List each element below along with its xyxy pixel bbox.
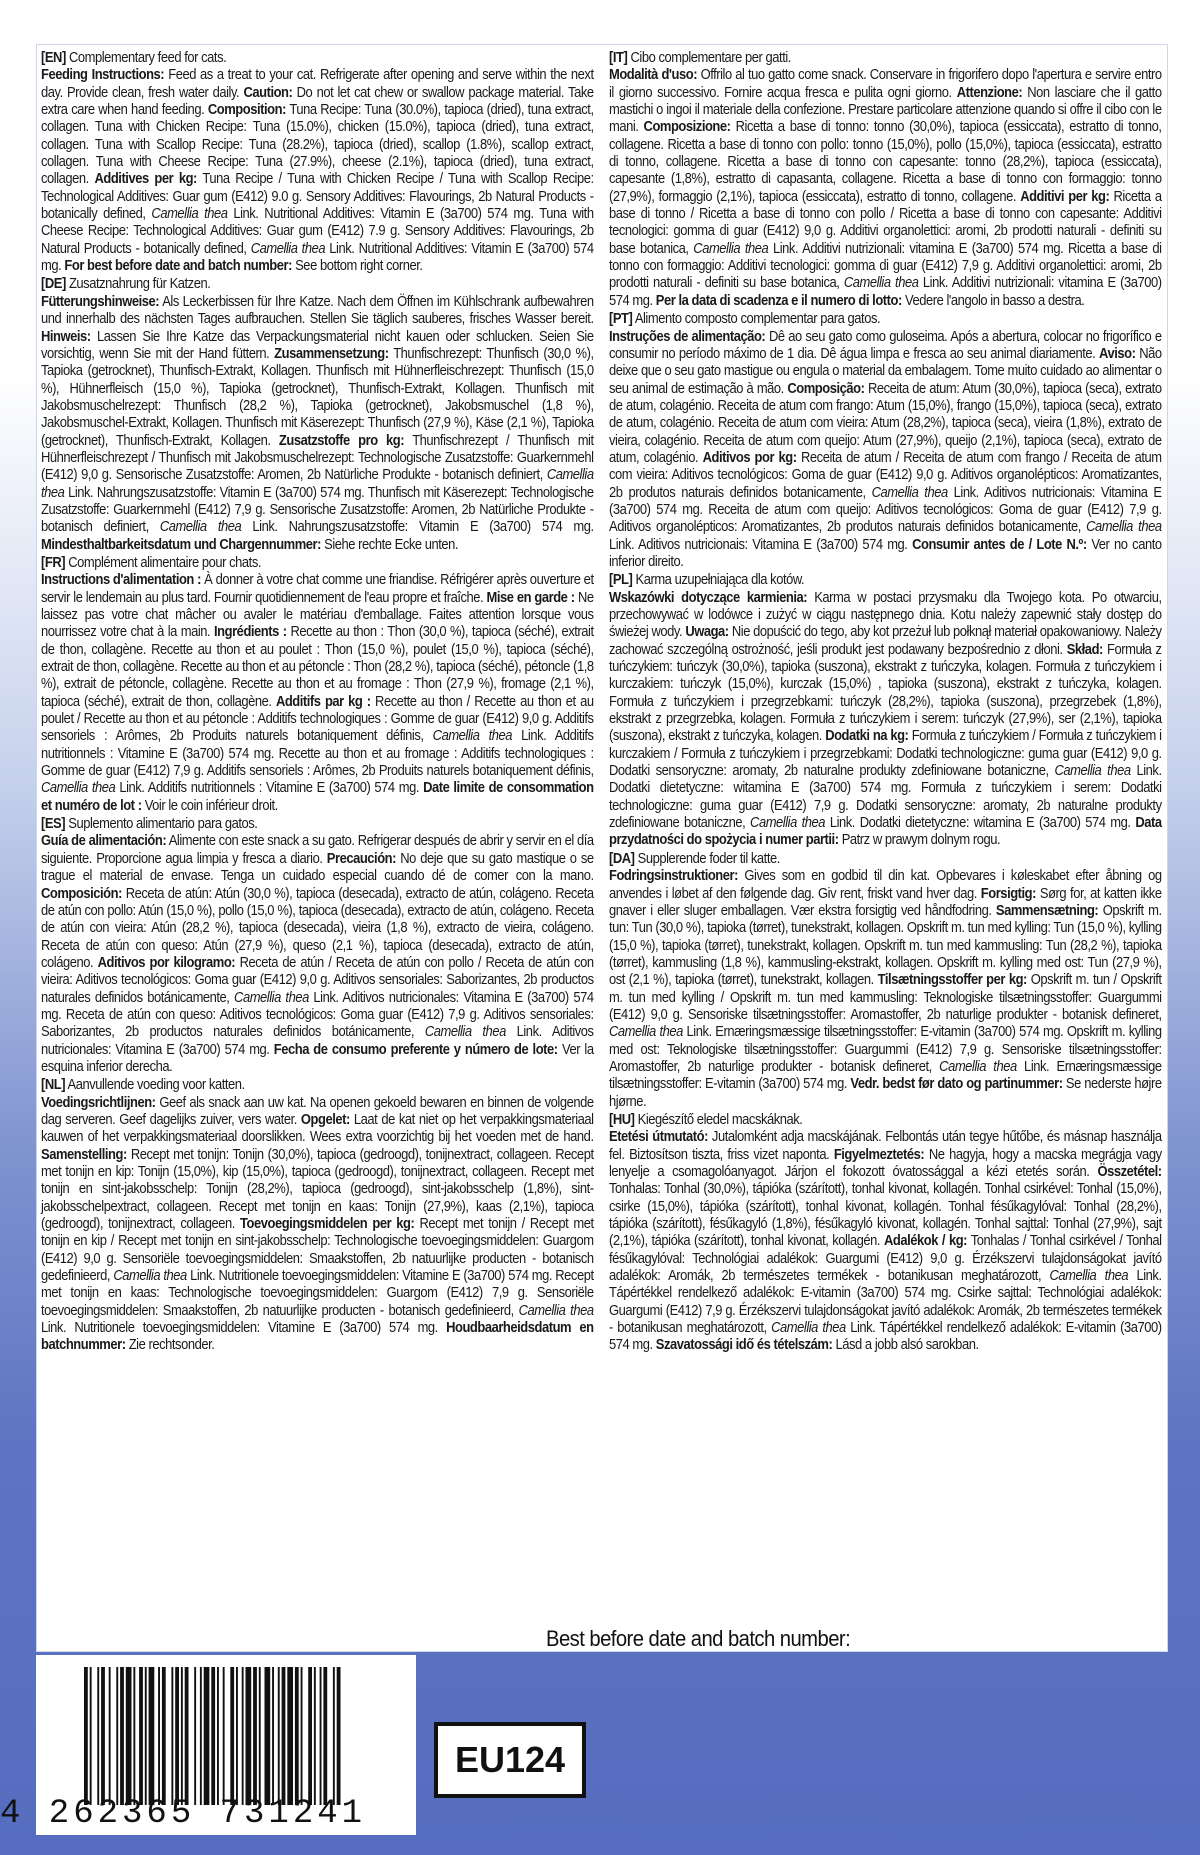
section-heading: Aanvullende voeding voor katten. [65,1077,245,1094]
section-title [41,50,594,67]
language-code: [FR] [41,554,66,571]
barcode-bar [230,1667,234,1805]
barcode-bar [308,1667,312,1805]
barcode-bar [253,1667,257,1805]
right-column [609,50,1162,1356]
barcode-bar [301,1667,303,1805]
barcode-bar [295,1667,299,1805]
barcode-bar [126,1667,132,1805]
section-es [41,816,594,1076]
section-title [609,1112,1162,1129]
section-body: Voedingsrichtlijnen: Geef als snack aan uw kat. Na openen gekoeld bewaren en binnen de volgende dag serveren. Geef dagelijks zuiver, vers water. Opgelet: Laat de kat niet op het verpakkingsmateriaal kauwen of het verpakkingsmateriaal doorslikken. Wees extra voorzichtig bij het voeden met de hand. Samenstelling: Recept met tonijn: Tonijn (30,0%), tapioca (gedroogd), tonijnextract, collageen. Recept met tonijn en kip: Tonijn (15,0%), kip (15,0%), tapioca (gedroogd), tonijnextract, collageen. Recept met tonijn en sint-jakobsschelp: Tonijn (28,2%), tapioca (gedroogd), sint-jakobsschelp (1,8%), sint-jakobsschelpextract, collageen. Recept met tonijn en kaas: Tonijn (27,9%), kaas (2,1%), tapioca (gedroogd), tonijnextract, collageen. Toevoegingsmiddelen per kg: Recept met tonijn / Recept met tonijn en kip / Recept met tonijn en sint-jakobsschelp: Technologische toevoegingsmiddelen: Guargom (E412) 9,0 g. Sensoriële toevoegingsmiddelen: Smaakstoffen, 2b natuurlijke producten - botanisch gedefinieerd, Camellia thea Link. Nutritionele toevoegingsmiddelen: Vitamine E (3a700) 574 mg. Recept met tonijn en kaas: Technologische toevoegingsmiddelen: Guargom (E412) 7,9 g. Sensoriële toevoegingsmiddelen: Smaakstoffen, 2b natuurlijke producten - botanisch gedefinieerd, Camellia thea Link. Nutritionele toevoegingsmiddelen: Vitamine E (3a700) 574 mg. Houdbaarheidsdatum en batchnummer: Zie rechtsonder. [41,1094,594,1354]
section-pt [609,311,1162,571]
section-body: Instruções de alimentação: Dê ao seu gato como guloseima. Após a abertura, colocar no frigorífico e consumir no período máximo de 1 dia. Dê água limpa e fresca ao seu animal diariamente. Aviso: Não deixe que o seu gato mastigue ou engula o material da embalagem. Tome muito cuidado ao alimentar o seu animal de estimação à mão. Composição: Receita de atum: Atum (30,0%), tapioca (seca), extrato de atum, colagénio. Receita de atum com frango: Atum (15,0%), frango (15,0%), tapioca (seca), extrato de atum, colagénio. Receita de atum com vieira: Atum (28,2%), tapioca (seca), vieira (1,8%), extrato de vieira, colagénio. Receita de atum com queijo: Atum (27,9%), queijo (2,1%), tapioca (seca), extrato de atum, colagénio. Aditivos por kg: Receita de atum / Receita de atum com frango / Receita de atum com vieira: Aditivos tecnológicos: Goma de guar (E412) 9,0 g. Aditivos organolépticos: Aromatizantes, 2b produtos naturais definidos botanicamente, Camellia thea Link. Aditivos nutricionais: Vitamina E (3a700) 574 mg. Receita de atum com queijo: Aditivos tecnológicos: Goma de guar (E412) 7,9 g. Aditivos organolépticos: Aromatizantes, 2b produtos naturais definidos botanicamente, Camellia thea Link. Aditivos nutricionais: Vitamina E (3a700) 574 mg. Consumir antes de / Lote N.º: Ver no canto inferior direito. [609,328,1162,570]
section-heading: Supplerende foder til katte. [634,850,780,867]
barcode-bar [175,1667,179,1805]
barcode-bar [272,1667,274,1805]
language-code: [PT] [609,311,633,328]
section-title [609,851,1162,868]
barcode-bar [200,1667,202,1805]
section-title [41,816,594,833]
section-body: Feeding Instructions: Feed as a treat to your cat. Refrigerate after opening and serve within the next day. Provide clean, fresh water daily. Caution: Do not let cat chew or swallow package material. Take extra care when hand feeding. Composition: Tuna Recipe: Tuna (30.0%), tapioca (dried), tuna extract, collagen. Tuna with Chicken Recipe: Tuna (15.0%), chicken (15.0%), tapioca (dried), tuna extract, collagen. Tuna with Scallop Recipe: Tuna (28.2%), tapioca (dried), scallop (1.8%), scallop extract, collagen. Tuna with Cheese Recipe: Tuna (27.9%), cheese (2.1%), tapioca (dried), tuna extract, collagen. Additives per kg: Tuna Recipe / Tuna with Chicken Recipe / Tuna with Scallop Recipe: Technological Additives: Guar gum (E412) 9.0 g. Sensory Additives: Flavourings, 2b Natural Products - botanically defined, Camellia thea Link. Nutritional Additives: Vitamin E (3a700) 574 mg. Tuna with Cheese Recipe: Technological Additives: Guar gum (E412) 7.9 g. Sensory Additives: Flavourings, 2b Natural Products - botanically defined, Camellia thea Link. Nutritional Additives: Vitamin E (3a700) 574 mg. For best before date and batch number: See bottom right corner. [41,67,594,275]
language-code: [ES] [41,816,66,833]
barcode-bar [265,1667,271,1805]
barcode-bar [236,1667,238,1805]
section-heading: Karma uzupełniająca dla kotów. [632,572,805,589]
left-column [41,50,594,1356]
barcode-bar [181,1667,183,1805]
language-code: [NL] [41,1077,66,1094]
barcode-bar [162,1667,166,1805]
barcode-bar [204,1667,210,1805]
section-title [609,572,1162,589]
barcode-bar [97,1667,99,1805]
barcode-bar [145,1667,147,1805]
barcode-bar [242,1667,244,1805]
section-heading: Complementary feed for cats. [65,50,227,66]
language-code: [EN] [41,50,66,66]
barcode-bar [133,1667,135,1805]
barcode-bar [158,1667,160,1805]
barcode-bar [333,1667,335,1805]
section-de [41,276,594,554]
section-body: Modalità d'uso: Offrilo al tuo gatto come snack. Conservare in frigorifero dopo l'apertura e servire entro il giorno successivo. Fornire acqua fresca e pulita ogni giorno. Attenzione: Non lasciare che il gatto mastichi o ingoi il materiale della confezione. Prestare particolare attenzione quando si offre il cibo con le mani. Composizione: Ricetta a base di tonno: tonno (30,0%), tapioca (essiccata), estratto di tonno, collagene. Ricetta a base di tonno con pollo: tonno (15,0%), pollo (15,0%), tapioca (essiccata), estratto di tonno, collagene. Ricetta a base di tonno con capesante: tonno (28,2%), tapioca (essiccata), capesante (1,8%), estratto di capasanta, collagene. Ricetta a base di tonno con formaggio: tonno (27,9%), formaggio (2,1%), tapioca (essiccata), estratto di tonno, collagene. Additivi per kg: Ricetta a base di tonno / Ricetta a base di tonno con pollo / Ricetta a base di tonno con capesante: Additivi tecnologici: gomma di guar (E412) 9,0 g. Additivi organolettici: aromi, 2b prodotti naturali - definiti su base botanica, Camellia thea Link. Additivi nutrizionali: vitamina E (3a700) 574 mg. Ricetta a base di tonno con formaggio: Additivi tecnologici: gomma di guar (E412) 7,9 g. Additivi organolettici: aromi, 2b prodotti naturali - definiti su base botanica, Camellia thea Link. Additivi nutrizionali: vitamina E (3a700) 574 mg. Per la data di scadenza e il numero di lotto: Vedere l'angolo in basso a destra. [609,67,1162,309]
barcode-bar [259,1667,261,1805]
language-code: [HU] [609,1111,635,1128]
section-heading: Cibo complementare per gatti. [627,50,791,66]
section-title [609,50,1162,67]
language-code: [PL] [609,572,633,589]
barcode-bar [278,1667,280,1805]
section-body: Guía de alimentación: Alimente con este snack a su gato. Refrigerar después de abrir y servir en el día siguiente. Proporcione agua limpia y fresca a diario. Precaución: No deje que su gato mastique o se trague el material de envase. Tenga un cuidado especial cuando dé de comer con la mano. Composición: Receta de atún: Atún (30,0 %), tapioca (desecada), extracto de atún, colágeno. Receta de atún con pollo: Atún (15,0 %), pollo (15,0 %), tapioca (desecada), extracto de atún, colágeno. Receta de atún con vieira: Atún (28,2 %), tapioca (desecada), vieira (1,8 %), extracto de vieira, colágeno. Receta de atún con queso: Atún (27,9 %), queso (2,1 %), tapioca (desecada), extracto de atún, colágeno. Aditivos por kilogramo: Receta de atún / Receta de atún con pollo / Receta de atún con vieira: Aditivos tecnológicos: Goma guar (E412) 9,0 g. Aditivos sensoriales: Saborizantes, 2b productos naturales definidos botánicamente, Camellia thea Link. Aditivos nutricionales: Vitamina E (3a700) 574 mg. Receta de atún con queso: Aditivos tecnológicos: Goma guar (E412) 7,9 g. Aditivos sensoriales: Saborizantes, 2b productos naturales definidos botánicamente, Camellia thea Link. Aditivos nutricionales: Vitamina E (3a700) 574 mg. Fecha de consumo preferente y número de lote: Ver la esquina inferior derecha. [41,833,594,1075]
section-pl [609,572,1162,850]
barcode-bar [323,1667,327,1805]
section-body: Fütterungshinweise: Als Leckerbissen für Ihre Katze. Nach dem Öffnen im Kühlschrank aufbewahren und innerhalb des nächsten Tages aufbrauchen. Stellen Sie täglich sauberes, frisches Wasser bereit. Hinweis: Lassen Sie Ihre Katze das Verpackungsmaterial nicht kauen oder schlucken. Seien Sie vorsichtig, wenn Sie mit der Hand füttern. Zusammensetzung: Thunfischrezept: Thunfisch (30,0 %), Tapioka (getrocknet), Thunfisch-Extrakt, Kollagen. Thunfisch mit Hühnerfleischrezept: Thunfisch (15,0 %), Hühnerfleisch (15,0 %), Tapioka (getrocknet), Thunfisch-Extrakt, Kollagen. Thunfisch mit Jakobsmuschelrezept: Thunfisch (28,2 %), Tapioka (getrocknet), Jakobsmuschel (1,8 %), Jakobsmuschel-Extrakt, Kollagen. Thunfisch mit Käserezept: Thunfisch (27,9 %), Käse (2,1 %), Tapioka (getrocknet), Thunfisch-Extrakt, Kollagen. Zusatzstoffe pro kg: Thunfischrezept / Thunfisch mit Hühnerfleischrezept / Thunfisch mit Jakobsmuschelrezept: Technologische Zusatzstoffe: Guarkernmehl (E412) 9,0 g. Sensorische Zusatzstoffe: Aromen, 2b Natürliche Produkte - botanisch definiert, Camellia thea Link. Nahrungszusatzstoffe: Vitamin E (3a700) 574 mg. Thunfisch mit Käserezept: Technologische Zusatzstoffe: Guarkernmehl (E412) 7,9 g. Sensorische Zusatzstoffe: Aromen, 2b Natürliche Produkte - botanisch definiert, Camellia thea Link. Nahrungszusatzstoffe: Vitamin E (3a700) 574 mg. Mindesthaltbarkeitsdatum und Chargennummer: Siehe rechte Ecke unten. [41,293,594,553]
best-before-label: Best before date and batch number: [546,1626,851,1651]
barcode-bar [314,1667,316,1805]
section-hu [609,1112,1162,1355]
section-heading: Suplemento alimentario para gatos. [65,816,258,833]
language-code: [DA] [609,850,635,867]
barcode-bar [171,1667,173,1805]
language-code: [IT] [609,50,628,66]
barcode-bar [139,1667,143,1805]
section-heading: Complément alimentaire pour chats. [65,554,261,571]
section-nl [41,1077,594,1355]
section-heading: Kiegészítő eledel macskáknak. [634,1111,803,1128]
barcode-bar [246,1667,252,1805]
barcode-number: 4 262365 731241 [0,1795,367,1833]
section-heading: Alimento composto complementar para gatos. [632,311,881,328]
barcode-bar [90,1667,92,1805]
barcode-bar [282,1667,286,1805]
section-heading: Zusatznahrung für Katzen. [65,276,211,293]
barcode-bar [194,1667,196,1805]
section-fr [41,555,594,815]
section-da [609,851,1162,1111]
barcode-bar [109,1667,111,1805]
barcode-bar [185,1667,189,1805]
barcode-bars [36,1655,416,1805]
barcode-bar [149,1667,155,1805]
section-it [609,50,1162,310]
barcode-bar [120,1667,124,1805]
barcode-bar [211,1667,215,1805]
language-code: [DE] [41,276,66,293]
barcode-bar [287,1667,293,1805]
section-body: Wskazówki dotyczące karmienia: Karma w postaci przysmaku dla Twojego kota. Po otwarciu, przechowywać w lodówce i zużyć w ciągu następnego dnia. Kotu należy zapewnić stały dostęp do świeżej wody. Uwaga: Nie dopuścić do tego, aby kot przeżuł lub połknął materiał opakowaniowy. Należy zachować szczególną ostrożność, jeśli produkt jest podawany bezpośrednio z dłoni. Skład: Formuła z tuńczykiem: tuńczyk (30,0%), tapioka (suszona), ekstrakt z tuńczyka, kolagen. Formuła z tuńczykiem i kurczakiem: tuńczyk (15,0%), kurczak (15,0%) , tapioka (suszona), ekstrakt z tuńczyka, kolagen. Formuła z tuńczykiem i przegrzebkami: tuńczyk (28,2%), tapioka (suszona), przegrzebek (1,8%), ekstrakt z przegrzebka, kolagen. Formuła z tuńczykiem i serem: tuńczyk (27,9%), ser (2,1%), tapioka (suszona), ekstrakt z tuńczyka, kolagen. Dodatki na kg: Formuła z tuńczykiem / Formuła z tuńczykiem i kurczakiem / Formuła z tuńczykiem i przegrzebkami: Dodatki technologiczne: guma guar (E412) 9,0 g. Dodatki sensoryczne: aromaty, 2b naturalne produkty zdefiniowane botaniczne, Camellia thea Link. Dodatki dietetyczne: witamina E (3a700) 574 mg. Formuła z tuńczykiem i serem: Dodatki technologiczne: guma guar (E412) 7,9 g. Dodatki sensoryczne: aromaty, 2b naturalne produkty zdefiniowane botaniczne, Camellia thea Link. Dodatki dietetyczne: witamina E (3a700) 574 mg. Data przydatności do spożycia i numer partii: Patrz w prawym dolnym rogu. [609,589,1162,849]
section-body: Instructions d'alimentation : À donner à votre chat comme une friandise. Réfrigérer après ouverture et servir le lendemain au plus tard. Fournir quotidiennement de l'eau propre et fraîche. Mise en garde : Ne laissez pas votre chat mâcher ou avaler le matériau d'emballage. Faites attention lorsque vous nourrissez votre chat à la main. Ingrédients : Recette au thon : Thon (30,0 %), tapioca (séché), extrait de thon, collagène. Recette au thon et au poulet : Thon (15,0 %), poulet (15,0 %), tapioca (séché), extrait de thon, collagène. Recette au thon et au pétoncle : Thon (28,2 %), tapioca (séché), pétoncle (1,8 %), extrait de pétoncle, collagène. Recette au thon et au fromage : Thon (27,9 %), fromage (2,1 %), tapioca (séché), extrait de thon, collagène. Additifs par kg : Recette au thon / Recette au thon et au poulet / Recette au thon et au pétoncle : Additifs technologiques : Gomme de guar (E412) 9,0 g. Additifs sensoriels : Arômes, 2b Produits naturels botaniquement définis, Camellia thea Link. Additifs nutritionnels : Vitamine E (3a700) 574 mg. Recette au thon et au fromage : Additifs technologiques : Gomme de guar (E412) 7,9 g. Additifs sensoriels : Arômes, 2b Produits naturels botaniquement définis, Camellia thea Link. Additifs nutritionnels : Vitamine E (3a700) 574 mg. Date limite de consommation et numéro de lot : Voir le coin inférieur droit. [41,572,594,814]
barcode-bar [84,1667,88,1805]
barcode-bar [101,1667,105,1805]
section-en [41,50,594,275]
section-title [41,555,594,572]
barcode-bar [320,1667,322,1805]
section-title [609,311,1162,328]
barcode-bar [337,1667,341,1805]
barcode-bar [116,1667,118,1805]
section-title [41,276,594,293]
section-body: Etetési útmutató: Jutalomként adja macskájának. Felbontás után tegye hűtőbe, és másnap használja fel. Biztosítson tiszta, friss vizet naponta. Figyelmeztetés: Ne hagyja, hogy a macska megrágja vagy lenyelje a csomagolóanyagot. Járjon el fokozott óvatossággal a kézi etetés során. Összetétel: Tonhalas: Tonhal (30,0%), tápióka (szárított), tonhal kivonat, kollagén. Tonhal csirkével: Tonhal (15,0%), csirke (15,0%), tápióka (szárított), tonhal kivonat, kollagén. Tonhal fésűkagylóval: Tonhal (28,2%), tápióka (szárított), fésűkagyló (1,8%), fésűkagyló kivonat, kollagén. Tonhal sajttal: Tonhal (27,9%), sajt (2,1%), tápióka (szárított), tonhal kivonat, kollagén. Adalékok / kg: Tonhalas / Tonhal csirkével / Tonhal fésűkagylóval: Technológiai adalékok: Guargumi (E412) 9,0 g. Érzékszervi tulajdonságokat javító adalékok: Aromák, 2b természetes termékek - botanikusan meghatározott, Camellia thea Link. Tápértékkel rendelkező adalékok: E-vitamin (3a700) 574 mg. Csirke sajttal: Technológiai adalékok: Guargumi (E412) 7,9 g. Érzékszervi tulajdonságokat javító adalékok: Aromák, 2b természetes termékek - botanikusan meghatározott, Camellia thea Link. Tápértékkel rendelkező adalékok: E-vitamin (3a700) 574 mg. Szavatossági idő és tételszám: Lásd a jobb alsó sarokban. [609,1129,1162,1354]
section-title [41,1077,594,1094]
barcode-bar [223,1667,225,1805]
section-body: Fodringsinstruktioner: Gives som en godbid til din kat. Opbevares i køleskabet efter åbning og anvendes i løbet af den følgende dag. Giv rent, friskt vand hver dag. Forsigtig: Sørg for, at katten ikke gnaver i eller sluger emballagen. Vær ekstra forsigtig ved håndfodring. Sammensætning: Opskrift m. tun: Tun (30,0 %), tapioka (tørret), tunekstrakt, kollagen. Opskrift m. tun med kylling: Tun (15,0 %), kylling (15,0 %), tapioka (tørret), tunekstrakt, kollagen. Opskrift m. tun med kammusling: Tun (28,2 %), tapioka (tørret), kammusling (1,8 %), kammusling-ekstrakt, kollagen. Opskrift m. kylling med ost: Tun (27,9 %), ost (2,1 %), tapioka (tørret), tunekstrakt, kollagen. Tilsætningsstoffer per kg: Opskrift m. tun / Opskrift m. tun med kylling / Opskrift m. tun med kammusling: Teknologiske tilsætningsstoffer: Guargummi (E412) 9,0 g. Sensoriske tilsætningsstoffer: Aromastoffer, 2b naturlige produkter - botanisk defineret, Camellia thea Link. Ernæringsmæssige tilsætningsstoffer: E-vitamin (3a700) 574 mg. Opskrift m. kylling med ost: Teknologiske tilsætningsstoffer: Guargummi (E412) 7,9 g. Sensoriske tilsætningsstoffer: Aromastoffer, 2b naturlige produkter - botanisk defineret, Camellia thea Link. Ernæringsmæssige tilsætningsstoffer: E-vitamin (3a700) 574 mg. Vedr. bedst før dato og partinummer: Se nederste højre hjørne. [609,868,1162,1110]
lot-code: EU124 [454,1739,566,1780]
lot-code-box [434,1722,586,1798]
barcode-bar [217,1667,219,1805]
